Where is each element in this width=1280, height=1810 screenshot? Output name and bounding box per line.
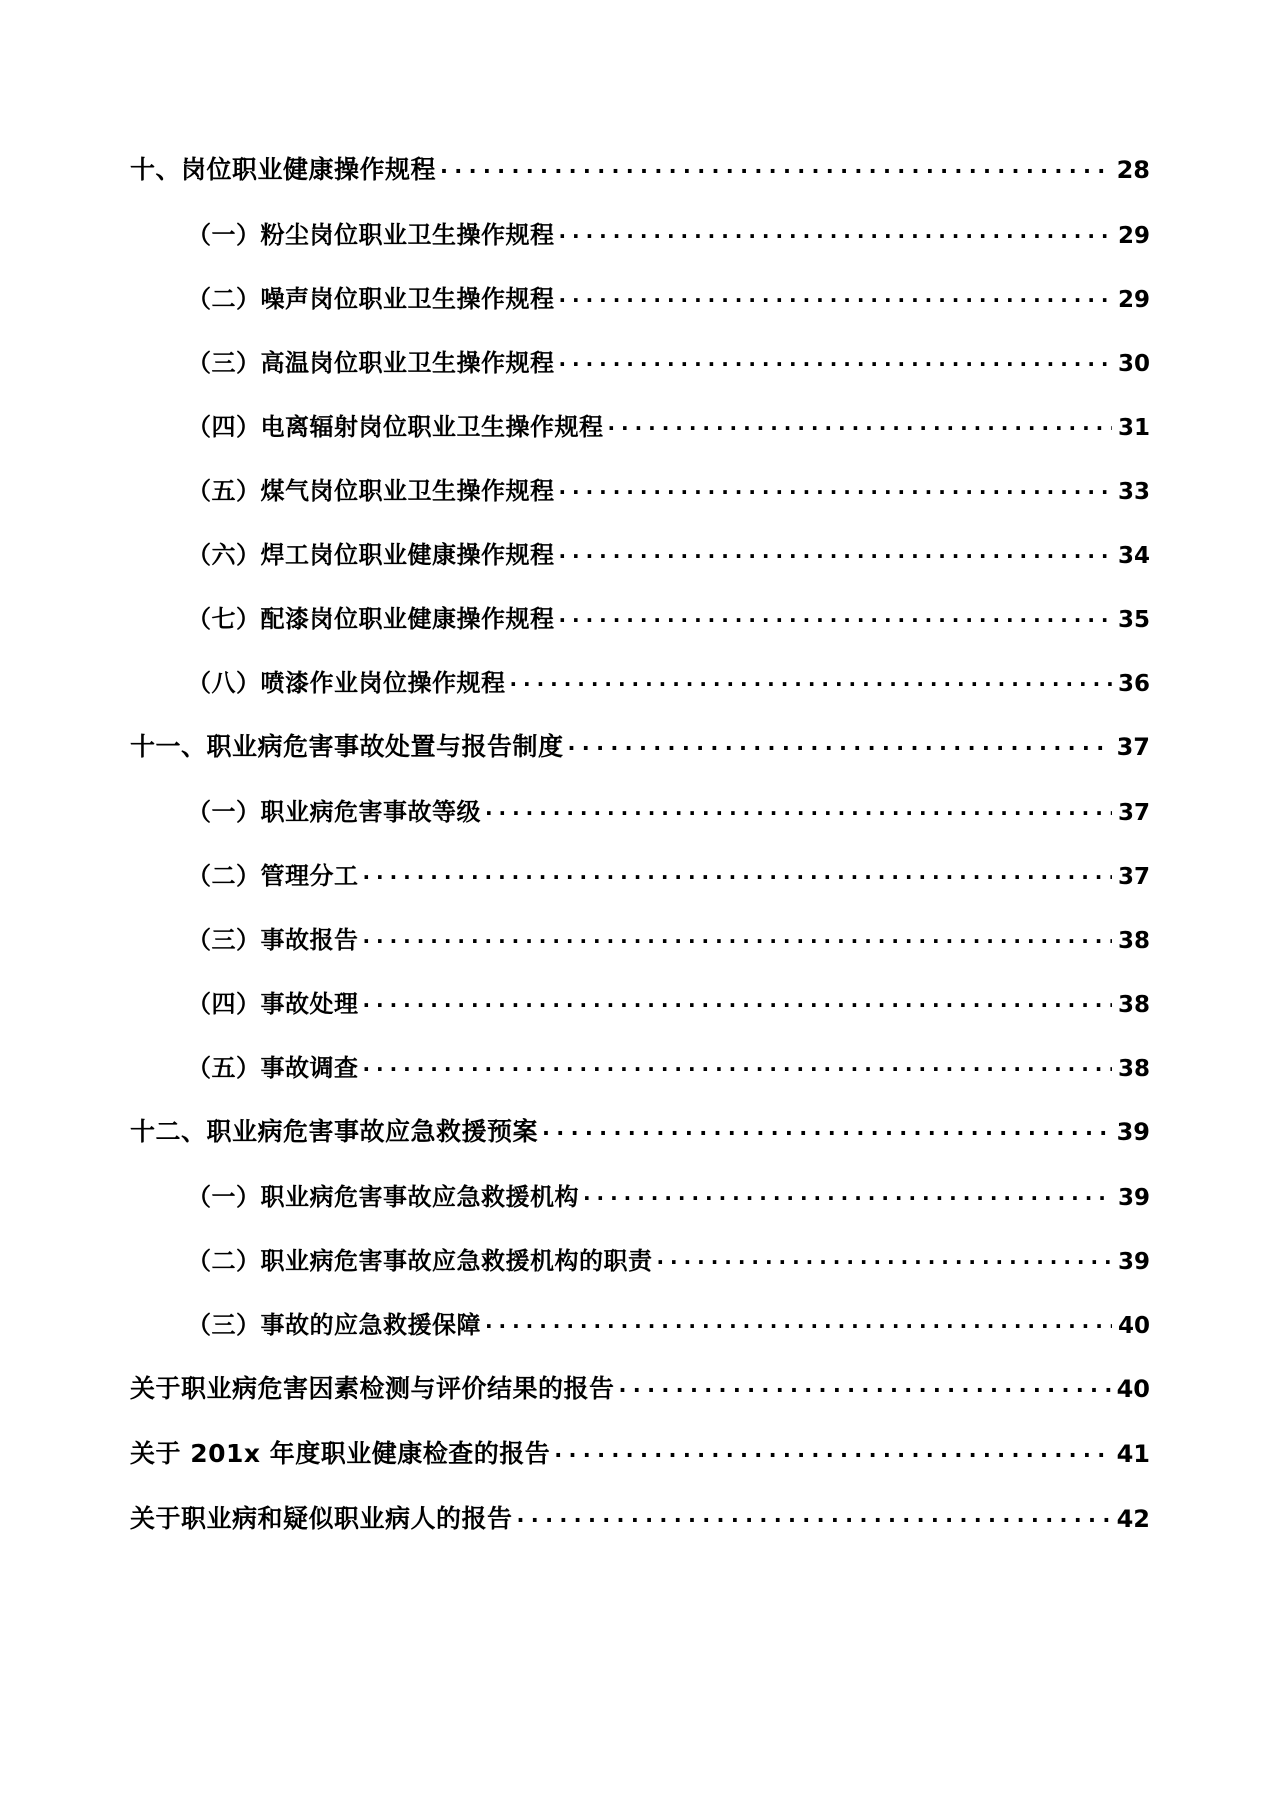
toc-entry-label: 十二、职业病危害事故应急救援预案: [130, 1117, 539, 1146]
toc-entry[interactable]: [130, 1177, 1150, 1212]
toc-entry[interactable]: [130, 1434, 1150, 1470]
toc-leader-dots: [485, 796, 1112, 820]
toc-entry[interactable]: [130, 471, 1150, 506]
toc-leader-dots: [363, 924, 1113, 948]
toc-entry[interactable]: [130, 1369, 1150, 1405]
toc-entry-page-number: 35: [1117, 607, 1150, 633]
toc-entry-page-number: 29: [1117, 223, 1150, 249]
toc-entry-page-number: 42: [1116, 1505, 1150, 1533]
toc-entry-page-number: 29: [1117, 287, 1150, 313]
toc-entry-label: （五）煤气岗位职业卫生操作规程: [187, 477, 555, 505]
toc-entry-label: （三）事故的应急救援保障: [187, 1311, 481, 1339]
toc-entry[interactable]: [130, 1048, 1150, 1083]
toc-entry-label: 关于职业病危害因素检测与评价结果的报告: [130, 1374, 615, 1403]
toc-entry[interactable]: [130, 215, 1150, 250]
toc-leader-dots: [559, 475, 1113, 499]
toc-leader-dots: [657, 1245, 1113, 1269]
toc-entry[interactable]: [130, 663, 1150, 698]
toc-entry-label: （一）职业病危害事故应急救援机构: [187, 1183, 579, 1211]
toc-leader-dots: [485, 1309, 1112, 1333]
toc-entry-label: 十一、职业病危害事故处置与报告制度: [130, 732, 564, 761]
toc-entry-label: 十、岗位职业健康操作规程: [130, 155, 437, 184]
toc-leader-dots: [363, 1052, 1113, 1076]
toc-entry[interactable]: [130, 343, 1150, 378]
toc-entry-page-number: 38: [1117, 992, 1150, 1018]
toc-leader-dots: [559, 219, 1113, 243]
toc-entry-label: （二）管理分工: [187, 862, 359, 890]
toc-entry-label: 关于职业病和疑似职业病人的报告: [130, 1504, 513, 1533]
toc-entry-page-number: 34: [1117, 543, 1150, 569]
toc-entry-label: （八）喷漆作业岗位操作规程: [187, 669, 506, 697]
table-of-contents: [130, 150, 1150, 1535]
toc-entry-page-number: 30: [1117, 351, 1150, 377]
toc-entry-label: （五）事故调查: [187, 1054, 359, 1082]
toc-entry[interactable]: [130, 1112, 1150, 1148]
toc-entry[interactable]: [130, 1305, 1150, 1340]
toc-leader-dots: [583, 1181, 1112, 1205]
toc-entry-page-number: 33: [1117, 479, 1150, 505]
toc-leader-dots: [440, 153, 1112, 178]
toc-leader-dots: [559, 539, 1113, 563]
toc-entry[interactable]: [130, 599, 1150, 634]
toc-entry-label: （四）电离辐射岗位职业卫生操作规程: [187, 413, 604, 441]
toc-entry[interactable]: [130, 1241, 1150, 1276]
toc-entry-page-number: 37: [1116, 733, 1150, 761]
toc-entry-label: （一）粉尘岗位职业卫生操作规程: [187, 221, 555, 249]
toc-entry-label: （六）焊工岗位职业健康操作规程: [187, 541, 555, 569]
toc-entry[interactable]: [130, 727, 1150, 763]
toc-entry[interactable]: [130, 279, 1150, 314]
toc-entry[interactable]: [130, 984, 1150, 1019]
toc-leader-dots: [559, 347, 1113, 371]
toc-entry[interactable]: [130, 792, 1150, 827]
toc-entry-page-number: 37: [1117, 864, 1150, 890]
toc-entry-label: （七）配漆岗位职业健康操作规程: [187, 605, 555, 633]
toc-leader-dots: [363, 988, 1113, 1012]
toc-entry[interactable]: [130, 856, 1150, 891]
toc-leader-dots: [559, 283, 1113, 307]
toc-entry[interactable]: [130, 407, 1150, 442]
toc-entry[interactable]: [130, 920, 1150, 955]
toc-entry-page-number: 31: [1117, 415, 1150, 441]
toc-entry-page-number: 39: [1116, 1118, 1150, 1146]
toc-entry-page-number: 40: [1117, 1313, 1150, 1339]
toc-leader-dots: [542, 1115, 1112, 1140]
toc-entry-label: （四）事故处理: [187, 990, 359, 1018]
toc-entry-label: （二）职业病危害事故应急救援机构的职责: [187, 1247, 653, 1275]
toc-leader-dots: [517, 1502, 1112, 1527]
toc-entry[interactable]: [130, 1499, 1150, 1535]
toc-entry-label: （二）噪声岗位职业卫生操作规程: [187, 285, 555, 313]
toc-leader-dots: [608, 411, 1113, 435]
toc-entry-page-number: 38: [1117, 1056, 1150, 1082]
toc-entry-page-number: 37: [1117, 800, 1150, 826]
toc-leader-dots: [619, 1372, 1112, 1397]
toc-leader-dots: [568, 730, 1112, 755]
toc-entry-label: （三）事故报告: [187, 926, 359, 954]
toc-entry-page-number: 39: [1117, 1249, 1150, 1275]
toc-entry-label: 关于 201x 年度职业健康检查的报告: [130, 1439, 551, 1468]
toc-leader-dots: [363, 860, 1113, 884]
toc-entry-page-number: 39: [1117, 1185, 1150, 1211]
toc-entry[interactable]: [130, 150, 1150, 186]
toc-entry-page-number: 28: [1116, 156, 1150, 184]
toc-entry-label: （三）高温岗位职业卫生操作规程: [187, 349, 555, 377]
toc-entry-label: （一）职业病危害事故等级: [187, 798, 481, 826]
toc-leader-dots: [554, 1437, 1112, 1462]
toc-entry[interactable]: [130, 535, 1150, 570]
toc-leader-dots: [510, 667, 1113, 691]
toc-entry-page-number: 36: [1117, 671, 1150, 697]
toc-entry-page-number: 41: [1116, 1440, 1150, 1468]
toc-leader-dots: [559, 603, 1113, 627]
toc-entry-page-number: 40: [1116, 1375, 1150, 1403]
toc-entry-page-number: 38: [1117, 928, 1150, 954]
